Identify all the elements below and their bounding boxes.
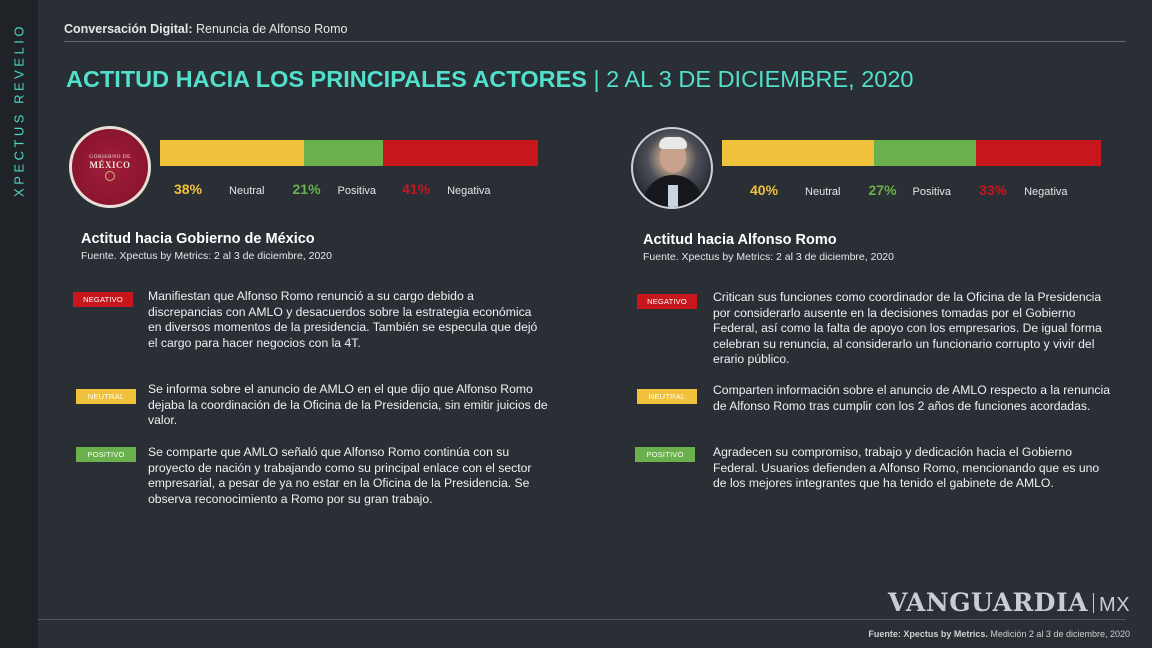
footer-label: Fuente: Xpectus by Metrics.	[868, 629, 988, 639]
title-dates: 2 AL 3 DE DICIEMBRE, 2020	[606, 66, 914, 92]
topline-label: Conversación Digital:	[64, 22, 193, 36]
bar-segment-neutral	[722, 140, 874, 166]
gobierno-mexico-logo	[69, 126, 151, 208]
top-divider	[64, 41, 1126, 42]
badge-positivo: POSITIVO	[76, 447, 136, 462]
text-positivo-gobierno: Se comparte que AMLO señaló que Alfonso Romo continúa con su proyecto de nación y trabajando como su principal enlace con el sector empresarial, a pesar de ya no estar en la Oficina de la Presidencia. Se observa reconocimiento a Romo por su gran trabajo.	[148, 445, 532, 506]
badge-positivo: POSITIVO	[635, 447, 695, 462]
sentiment-legend-gobierno	[174, 181, 491, 197]
label-positiva: Positiva	[337, 185, 377, 197]
topline	[64, 22, 347, 36]
pct-negativa: 41%	[402, 181, 431, 197]
bar-segment-negativa	[976, 140, 1101, 166]
bar-segment-positiva	[304, 140, 383, 166]
footer-source	[868, 629, 1130, 639]
sentiment-bar-romo	[722, 140, 1101, 166]
pct-negativa: 33%	[979, 182, 1008, 198]
logo-small-text: GOBIERNO DE	[89, 153, 131, 160]
text-neutral-gobierno: Se informa sobre el anuncio de AMLO en el que dijo que Alfonso Romo dejaba la coordinación de la Oficina de la Presidencia, sin emitir juicios de valor.	[148, 382, 548, 427]
footer-text: Medición 2 al 3 de diciembre, 2020	[987, 629, 1130, 639]
text-positivo-romo: Agradecen su compromiso, trabajo y dedicación hacia el Gobierno Federal. Usuarios defienden a Alfonso Romo, mencionando que es uno de los mejores integrantes que ha tenido el gabinete de AMLO.	[713, 445, 1100, 490]
label-positiva: Positiva	[912, 186, 952, 198]
sentiment-legend-romo	[750, 182, 1068, 198]
title-separator: |	[586, 66, 607, 92]
badge-neutral: NEUTRAL	[76, 389, 136, 404]
logo-big-text: MÉXICO	[89, 159, 131, 170]
label-negativa: Negativa	[447, 185, 491, 197]
bar-segment-positiva	[874, 140, 976, 166]
seal-icon	[105, 171, 115, 181]
side-brand: XPECTUS REVELIO	[11, 23, 27, 197]
pct-neutral: 38%	[174, 181, 203, 197]
pct-positiva: 21%	[292, 181, 321, 197]
source-romo: Fuente. Xpectus by Metrics: 2 al 3 de diciembre, 2020	[643, 251, 894, 263]
text-negativo-romo: Critican sus funciones como coordinador de la Oficina de la Presidencia por considerarlo ausente en la decisiones tomadas por el Gobierno Federal, así como la falta de apoyo con los empresarios. De igual forma celebran su renuncia, al considerarlo un funcionario corrupto y vivir del erario público.	[713, 290, 1102, 366]
badge-neutral: NEUTRAL	[637, 389, 697, 404]
alfonso-romo-photo	[631, 127, 713, 209]
watermark-brand: VANGUARDIA	[888, 588, 1089, 617]
label-neutral: Neutral	[229, 185, 265, 197]
badge-negativo: NEGATIVO	[637, 294, 697, 309]
source-gobierno: Fuente. Xpectus by Metrics: 2 al 3 de diciembre, 2020	[81, 250, 332, 262]
bottom-divider	[38, 619, 1126, 620]
vanguardia-watermark	[888, 588, 1130, 617]
label-neutral: Neutral	[805, 186, 841, 198]
bar-segment-negativa	[383, 140, 538, 166]
badge-negativo: NEGATIVO	[73, 292, 133, 307]
section-title-gobierno: Actitud hacia Gobierno de México	[81, 231, 315, 247]
watermark-suffix: MX	[1099, 594, 1131, 616]
bar-segment-neutral	[160, 140, 304, 166]
topline-topic: Renuncia de Alfonso Romo	[195, 22, 348, 36]
pct-neutral: 40%	[750, 182, 779, 198]
section-title-romo: Actitud hacia Alfonso Romo	[643, 232, 837, 248]
page-title	[66, 66, 914, 93]
sentiment-bar-gobierno	[160, 140, 538, 166]
text-neutral-romo: Comparten información sobre el anuncio de AMLO respecto a la renuncia de Alfonso Romo tras cumplir con los 2 años de funciones acordadas.	[713, 383, 1110, 413]
side-strip	[0, 0, 38, 648]
text-negativo-gobierno: Manifiestan que Alfonso Romo renunció a su cargo debido a discrepancias con AMLO y desacuerdos sobre la estrategia económica en diversos momentos de la presidencia. También se especula que dejó el cargo para hacer negocios con la 4T.	[148, 289, 538, 350]
label-negativa: Negativa	[1024, 186, 1068, 198]
pct-positiva: 27%	[868, 182, 897, 198]
title-main: ACTITUD HACIA LOS PRINCIPALES ACTORES	[66, 66, 587, 92]
